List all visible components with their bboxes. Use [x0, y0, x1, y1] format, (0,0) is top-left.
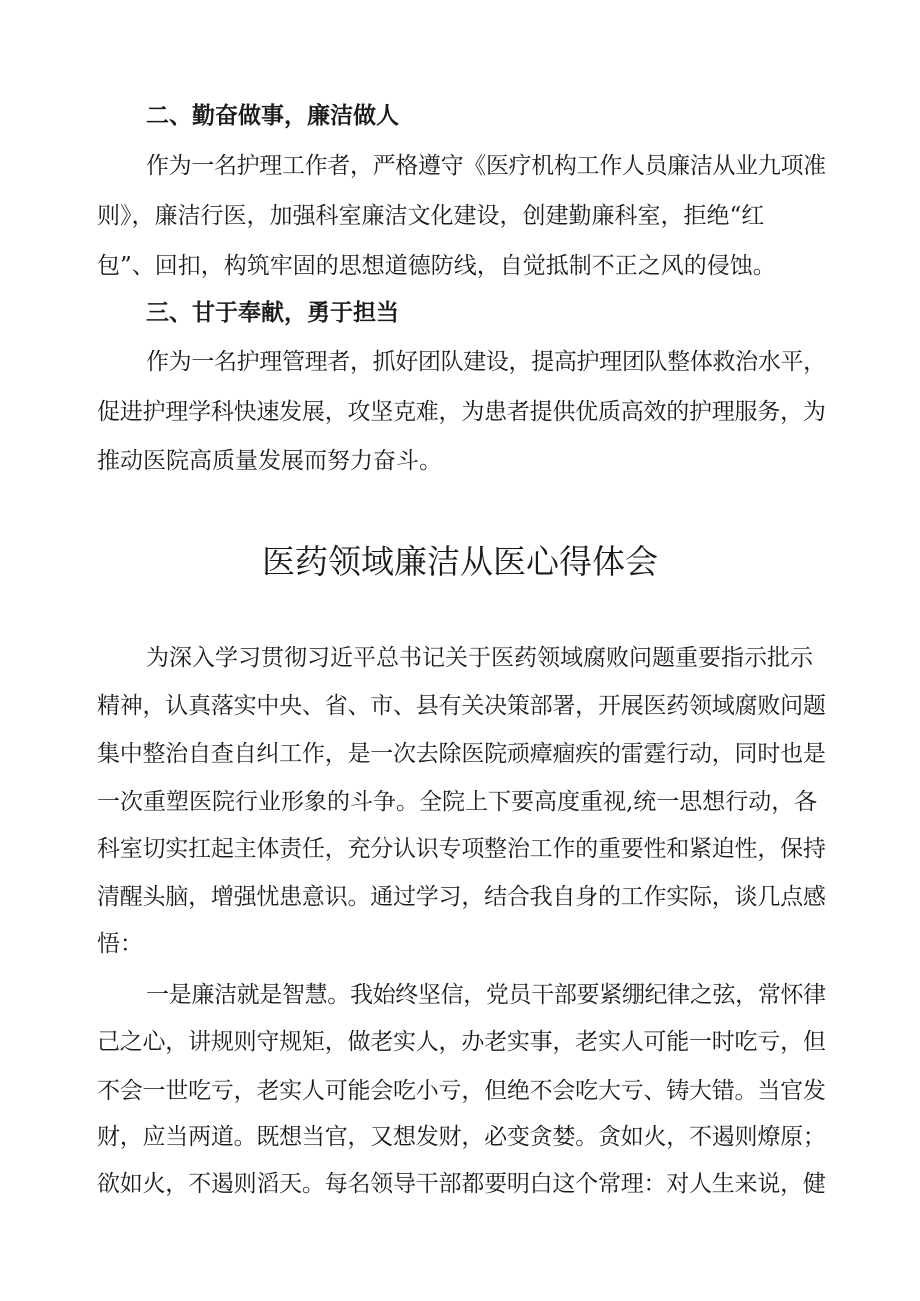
section-2-line-3: 包”、回扣，构筑牢固的思想道德防线，自觉抵制不正之风的侵蚀。	[97, 253, 776, 279]
para-1-line-2: 精神，认真落实中央、省、市、县有关决策部署，开展医药领域腐败问题	[97, 693, 826, 719]
section-3-line-3: 推动医院高质量发展而努力奋斗。	[97, 448, 442, 474]
para-1-line-7: 悟：	[97, 931, 143, 957]
para-1-line-1: 为深入学习贯彻习近平总书记关于医药领域腐败问题重要指示批示	[146, 645, 813, 671]
para-2-line-1: 一是廉洁就是智慧。我始终坚信，党员干部要紧绷纪律之弦，常怀律	[146, 982, 826, 1008]
section-heading-2: 二、勤奋做事，廉洁做人	[146, 103, 399, 129]
section-3-line-2: 促进护理学科快速发展，攻坚克难，为患者提供优质高效的护理服务，为	[97, 399, 826, 425]
para-2-line-2: 己之心，讲规则守规矩，做老实人，办老实事，老实人可能一时吃亏，但	[97, 1029, 826, 1055]
para-1-line-6: 清醒头脑，增强忧患意识。通过学习，结合我自身的工作实际，谈几点感	[97, 884, 826, 910]
article-title: 医药领域廉洁从医心得体会	[262, 542, 658, 581]
section-heading-3: 三、甘于奉献，勇于担当	[146, 300, 399, 326]
para-2-line-4: 财，应当两道。既想当官，又想发财，必变贪婪。贪如火，不遏则燎原；	[97, 1124, 826, 1150]
para-2-line-3: 不会一世吃亏，老实人可能会吃小亏，但绝不会吃大亏、铸大错。当官发	[97, 1078, 826, 1104]
section-3-line-1: 作为一名护理管理者，抓好团队建设，提高护理团队整体救治水平，	[146, 349, 826, 375]
para-1-line-4: 一次重塑医院行业形象的斗争。全院上下要高度重视,统一思想行动，各	[97, 789, 818, 815]
para-1-line-5: 科室切实扛起主体责任，充分认识专项整治工作的重要性和紧迫性，保持	[97, 836, 826, 862]
para-1-line-3: 集中整治自查自纠工作，是一次去除医院顽瘴痼疾的雷霆行动，同时也是	[97, 741, 826, 767]
section-2-line-1: 作为一名护理工作者，严格遵守《医疗机构工作人员廉洁从业九项准	[146, 153, 826, 179]
section-2-line-2: 则》，廉洁行医，加强科室廉洁文化建设，创建勤廉科室，拒绝“红	[97, 203, 765, 229]
para-2-line-5: 欲如火，不遏则滔天。每名领导干部都要明白这个常理：对人生来说，健	[97, 1171, 826, 1197]
